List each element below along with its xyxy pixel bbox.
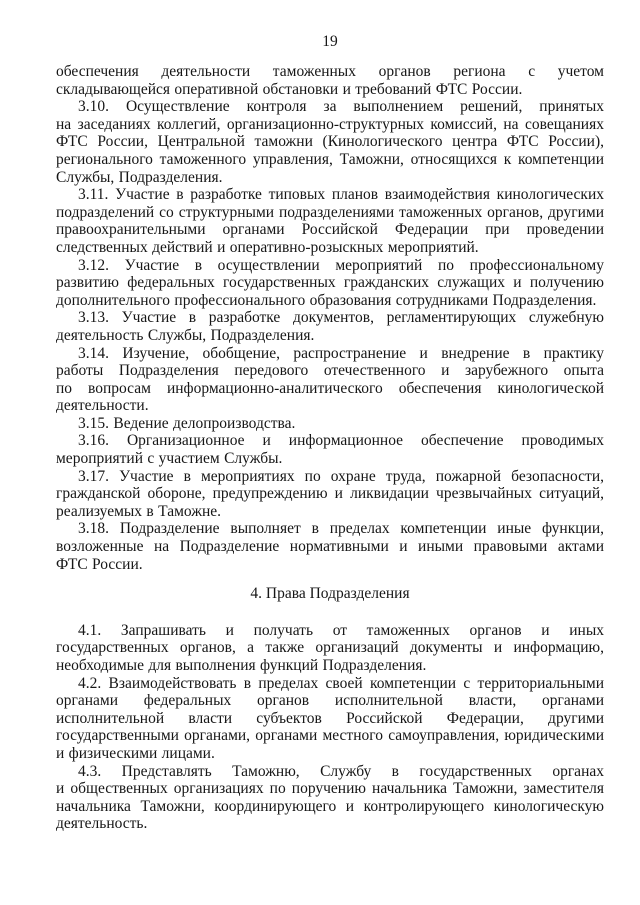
paragraph [56,468,604,521]
text-line: 3.12. Участие в осуществлении мероприятий по профессиональному [78,256,604,274]
text-line: регионального таможенного управления, Таможни, относящихся к компетенции [56,150,604,168]
text-line: 3.10. Осуществление контроля за выполнением решений, принятых [78,98,604,116]
text-line: на заседаниях коллегий, организационно-структурных комиссий, на совещаниях [56,115,604,133]
paragraph [56,257,604,310]
paragraph [56,186,604,256]
text-line: начальника Таможни, координирующего и контролирующего кинологическую [56,797,604,815]
text-line: ФТС России, Центральной таможни (Кинологического центра ФТС России), [56,133,604,151]
text-line: правоохранительными органами Российской Федерации при проведении [56,221,604,239]
text-line: Службы, Подразделения. [56,168,223,186]
paragraph [56,622,604,675]
text-line: обеспечения деятельности таможенных органов региона с учетом [56,63,604,80]
text-line: 3.13. Участие в разработке документов, регламентирующих служебную [78,309,604,327]
text-line: органами федеральных органов исполнительной власти, органами [56,692,604,710]
section-heading: 4. Права Подразделения [250,585,410,603]
text-line: гражданской обороне, предупреждению и ликвидации чрезвычайных ситуаций, [56,485,604,503]
text-line: государственных органов, а также организаций документы и информацию, [56,639,604,657]
text-line: 3.18. Подразделение выполняет в пределах компетенции иные функции, [78,520,604,538]
paragraph [56,415,604,433]
text-line: деятельности. [56,397,149,415]
paragraph [56,63,604,98]
text-line: подразделений со структурными подразделениями таможенных органов, другими [56,203,604,221]
paragraph [56,675,604,763]
text-line: деятельность Службы, Подразделения. [56,326,315,344]
paragraph [56,345,604,415]
text-line: и общественных организациях по поручению начальника Таможни, заместителя [56,780,604,798]
text-line: реализуемых в Таможне. [56,502,222,520]
paragraph [56,98,604,186]
text-line: 4.1. Запрашивать и получать от таможенных органов и иных [78,621,604,639]
text-line: 3.14. Изучение, обобщение, распространение и внедрение в практику [78,344,604,362]
text-line: дополнительного профессионального образования сотрудниками Подразделения. [56,291,597,309]
text-line: 4.3. Представлять Таможню, Службу в государственных органах [78,762,604,780]
text-line: возложенные на Подразделение нормативными и иными правовыми актами [56,538,604,556]
paragraph [56,309,604,344]
text-line: необходимые для выполнения функций Подразделения. [56,657,427,674]
text-line: 3.16. Организационное и информационное обеспечение проводимых [78,432,604,450]
text-line: деятельность. [56,815,148,833]
text-line: и физическими лицами. [56,744,215,762]
text-line: государственными органами, органами местного самоуправления, юридическими [56,727,604,745]
text-line: ФТС России. [56,555,143,573]
text-line: по вопросам информационно-аналитического обеспечения кинологической [56,379,604,397]
text-line: 3.15. Ведение делопроизводства. [78,414,296,432]
text-line: 3.17. Участие в мероприятиях по охране труда, пожарной безопасности, [78,467,604,485]
text-line: 3.11. Участие в разработке типовых планов взаимодействия кинологических [78,186,604,204]
document-body [56,63,604,833]
paragraph [56,520,604,573]
page-number: 19 [322,33,338,50]
paragraph [56,763,604,833]
text-line: складывающейся оперативной обстановки и требований ФТС России. [56,80,523,98]
text-line: исполнительной власти субъектов Российской Федерации, другими [56,709,604,727]
text-line: следственных действий и оперативно-розыскных мероприятий. [56,238,479,256]
text-line: работы Подразделения передового отечественного и зарубежного опыта [56,362,604,380]
text-line: 4.2. Взаимодействовать в пределах своей компетенции с территориальными [78,674,604,692]
text-line: развитию федеральных государственных гражданских служащих и получению [56,274,604,292]
text-line: мероприятий с участием Службы. [56,450,283,468]
paragraph [56,432,604,467]
